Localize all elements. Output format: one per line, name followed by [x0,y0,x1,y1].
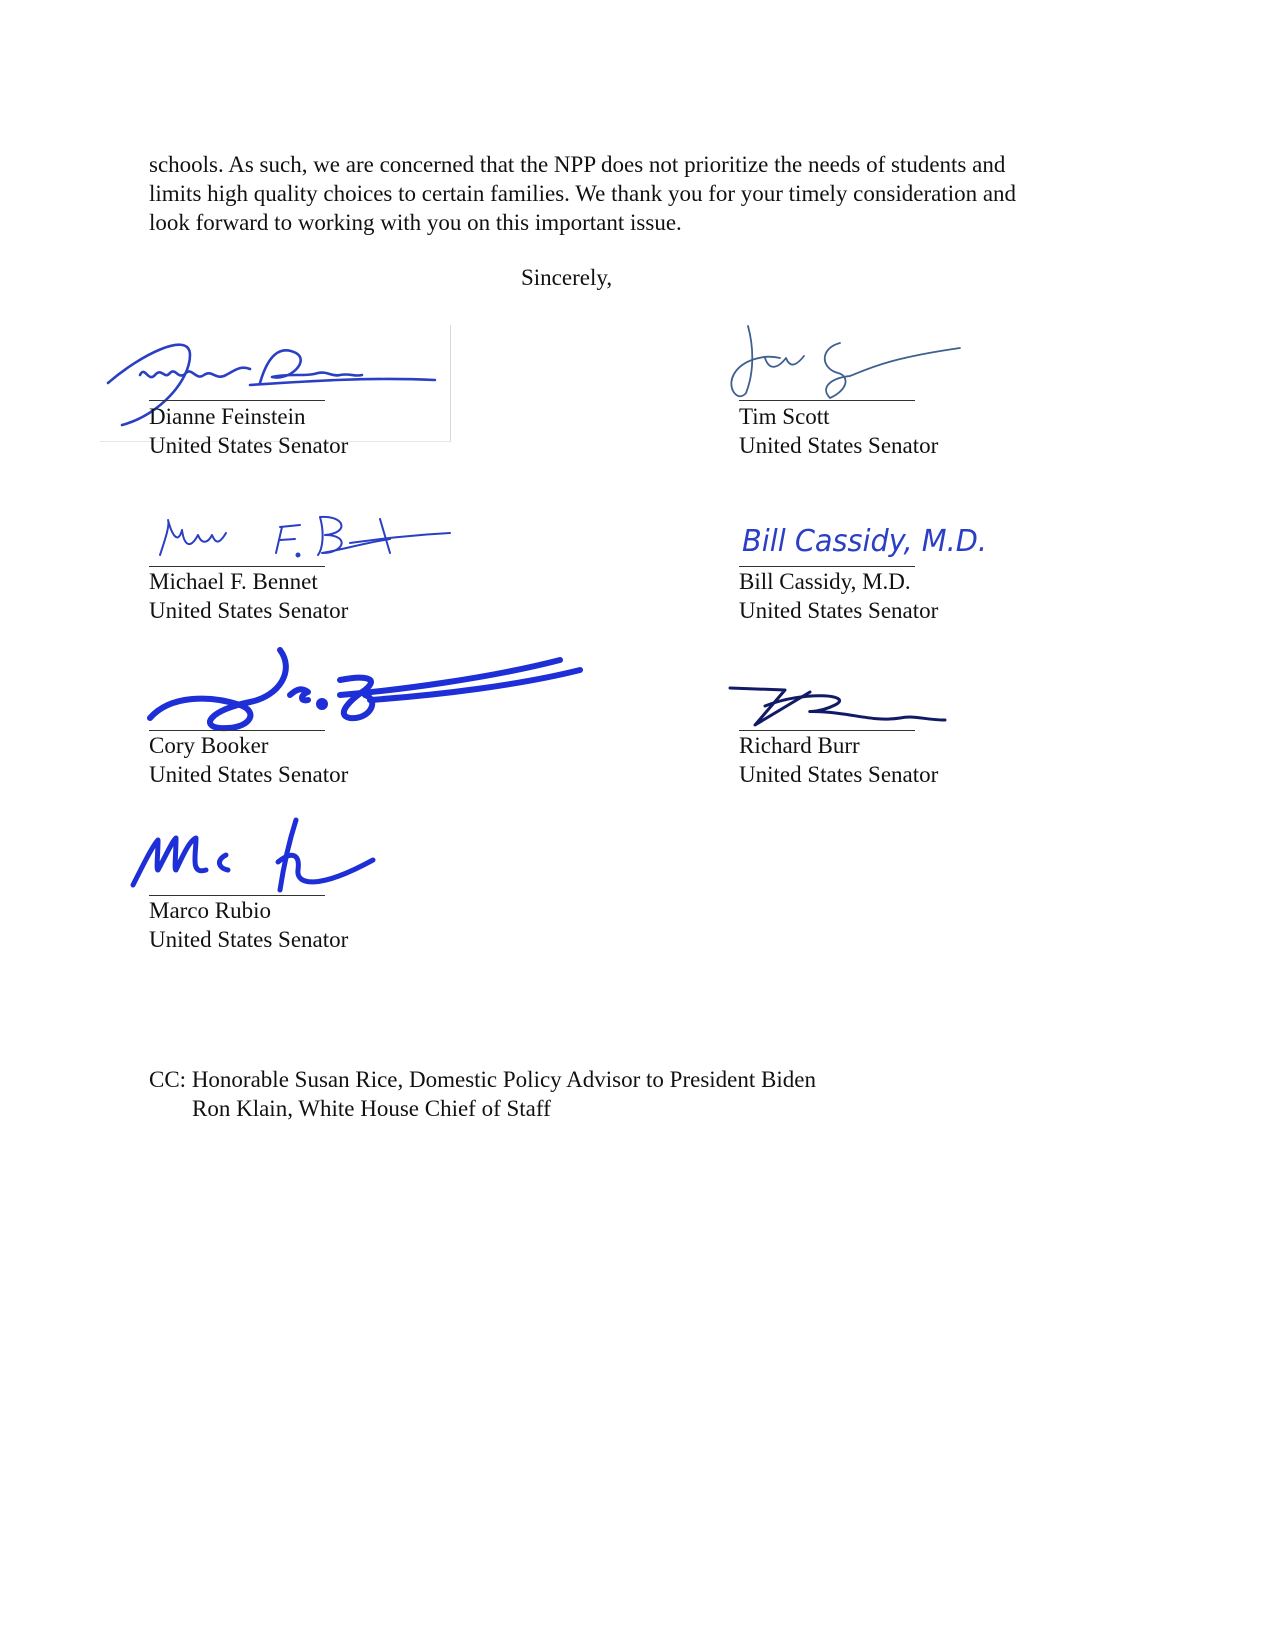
signature-block-burr [739,731,1159,789]
signer-title: United States Senator [739,433,939,458]
cc-line-2: Ron Klain, White House Chief of Staff [192,1096,551,1121]
body-line-2: limits high quality choices to certain families. We thank you for your timely consideration and [149,181,1017,206]
body-line-3: look forward to working with you on this important issue. [149,210,682,235]
signature-block-feinstein [149,402,569,460]
signature-block-cassidy [739,567,1159,625]
signature-line [739,400,915,401]
signature-rubio-image [128,810,388,900]
signer-title: United States Senator [149,598,349,623]
signature-block-rubio [149,896,569,954]
signer-name: Tim Scott [739,404,830,429]
signature-cassidy-image [742,515,1002,565]
signer-name: Richard Burr [739,733,860,758]
signer-name: Cory Booker [149,733,269,758]
cc-line-1: CC: Honorable Susan Rice, Domestic Policy Advisor to President Biden [149,1067,816,1092]
signer-name: Bill Cassidy, M.D. [739,569,911,594]
signature-cassidy-text: Bill Cassidy, M.D. [742,524,987,559]
signature-block-bennet [149,567,569,625]
signer-name: Dianne Feinstein [149,404,306,429]
signer-name: Michael F. Bennet [149,569,318,594]
signature-line [149,400,325,401]
signer-title: United States Senator [149,762,349,787]
signature-booker-image [140,640,600,740]
signature-block-scott [739,402,1159,460]
signer-title: United States Senator [739,762,939,787]
signature-scott-image [720,318,980,408]
signature-bennet-image [150,505,470,565]
signature-burr-image [725,680,965,730]
signer-title: United States Senator [149,433,349,458]
signer-title: United States Senator [739,598,939,623]
signer-title: United States Senator [149,927,349,952]
closing-salutation: Sincerely, [521,265,613,290]
cc-block [149,1065,816,1123]
letter-body [149,150,1129,237]
signer-name: Marco Rubio [149,898,272,923]
signature-block-booker [149,731,569,789]
body-line-1: schools. As such, we are concerned that the NPP does not prioritize the needs of students and [149,152,1006,177]
